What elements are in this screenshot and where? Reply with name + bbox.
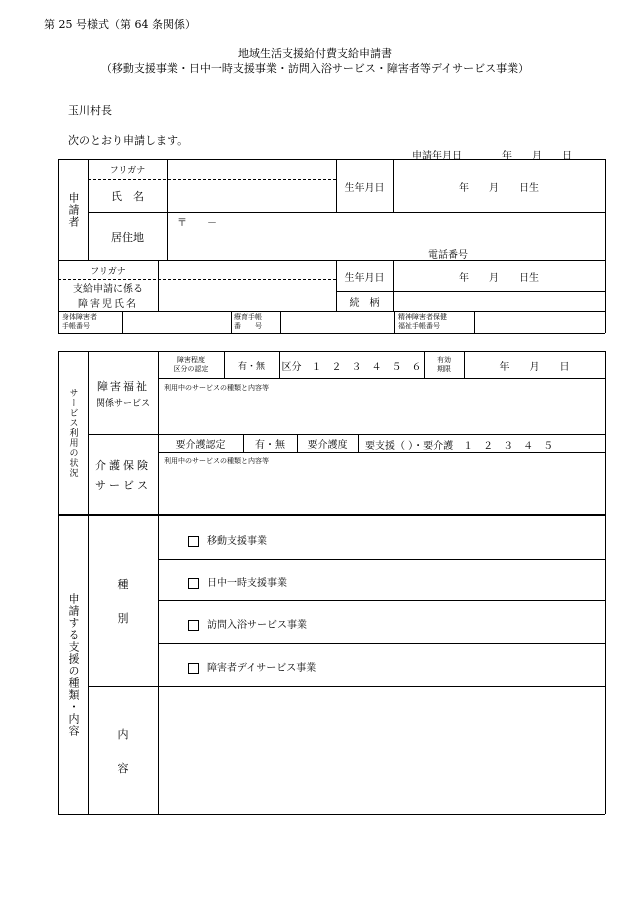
disability-category: 区分 １ ２ ３ ４ ５ ６ — [281, 361, 422, 373]
child-name-label-1: 支給申請に係る — [73, 284, 143, 295]
request-content-field[interactable] — [159, 687, 605, 814]
rehab-handbook-label-1: 療育手帳 — [234, 313, 262, 321]
applicant-section-label: 申請者 — [67, 191, 80, 228]
care-level-label: 要介護度 — [307, 440, 348, 451]
option-daytime-support[interactable]: 日中一時支援事業 — [188, 574, 287, 589]
mental-handbook-label-2: 福祉手帳番号 — [398, 322, 440, 330]
checkbox-icon[interactable] — [188, 578, 199, 589]
care-insurance-label: 介護保険 サービス — [95, 458, 151, 492]
application-date: 申請年月日 年 月 日 — [412, 151, 572, 162]
care-yes-no: 有・無 — [255, 440, 285, 451]
option-home-bathing[interactable]: 訪問入浴サービス事業 — [188, 616, 307, 631]
checkbox-icon[interactable] — [188, 663, 199, 674]
child-furigana-label: フリガナ — [90, 266, 126, 277]
checkbox-icon[interactable] — [188, 620, 199, 631]
welfare-services-label: 障害福祉 関係サービス — [95, 379, 150, 409]
applicant-furigana-label: フリガナ — [109, 166, 146, 176]
checkbox-icon[interactable] — [188, 536, 199, 547]
form-subtitle: （移動支援事業・日中一時支援事業・訪問入浴サービス・障害者等デイサービス事業） — [100, 62, 530, 75]
validity-label: 有効 期限 — [437, 356, 451, 373]
phone-label: 電話番号 — [428, 250, 468, 261]
care-level-value: 要支援（ ）・要介護 １ ２ ３ ４ ５ — [365, 441, 554, 452]
physical-handbook-label-1: 身体障害者 — [62, 313, 97, 321]
validity-value: 年 月 日 — [499, 361, 570, 373]
address-label: 居住地 — [111, 230, 144, 244]
child-relation-label: 続 柄 — [349, 298, 380, 309]
care-detail-label: 利用中のサービスの種類と内容等 — [164, 457, 269, 465]
option-mobility-support[interactable]: 移動支援事業 — [188, 532, 267, 547]
child-birth-label: 生年月日 — [344, 272, 385, 284]
child-name-label-2: 障害児氏名 — [78, 299, 138, 310]
addressee: 玉川村長 — [68, 104, 112, 117]
applicant-birth-label: 生年月日 — [344, 182, 385, 194]
request-section-label: 申請する支援の種類・内容 — [67, 592, 80, 737]
request-content-label: 内 容 — [117, 727, 129, 775]
applicant-name-label: 氏 名 — [111, 190, 144, 203]
request-type-label: 種 別 — [117, 577, 129, 625]
intro-text: 次のとおり申請します。 — [68, 134, 189, 147]
disability-level-label: 障害程度 区分の認定 — [173, 356, 209, 373]
care-cert-label: 要介護認定 — [175, 440, 226, 451]
form-number: 第 25 号様式（第 64 条関係） — [44, 18, 196, 31]
mental-handbook-label-1: 精神障害者保健 — [398, 313, 447, 321]
service-status-section-label: サービス利用の状況 — [67, 387, 78, 478]
form-title: 地域生活支援給付費支給申請書 — [238, 47, 392, 60]
rehab-handbook-label-2: 番 号 — [234, 322, 262, 330]
option-day-service[interactable]: 障害者デイサービス事業 — [188, 659, 316, 674]
child-birth-value: 年 月 日生 — [459, 272, 539, 284]
applicant-birth-value: 年 月 日生 — [459, 182, 539, 194]
welfare-detail-label: 利用中のサービスの種類と内容等 — [164, 384, 269, 392]
disability-yes-no: 有・無 — [237, 361, 265, 372]
physical-handbook-label-2: 手帳番号 — [62, 322, 90, 330]
postal-mark: 〒 － — [177, 218, 217, 229]
